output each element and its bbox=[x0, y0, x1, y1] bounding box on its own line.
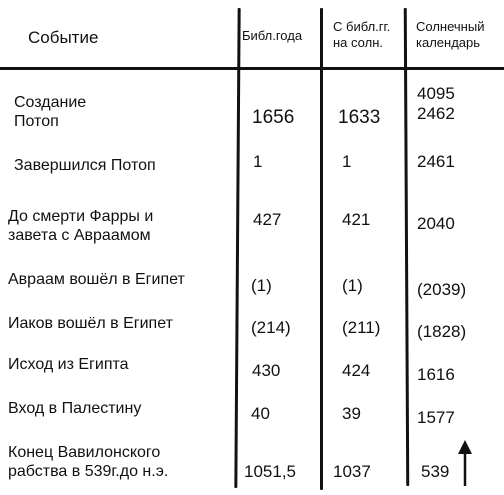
event-line: рабства в 539г.до н.э. bbox=[8, 463, 169, 481]
table-row-event: Иаков вошёл в Египет bbox=[8, 315, 173, 332]
table-row-bibl: 1656 bbox=[252, 107, 295, 128]
table-row-event bbox=[14, 93, 86, 131]
event-line: Потоп bbox=[14, 113, 59, 131]
table-row-bibl-solar: 421 bbox=[342, 210, 371, 229]
table-row-bibl: 1051,5 bbox=[244, 462, 296, 481]
table-row-bibl-solar: 1633 bbox=[338, 107, 381, 128]
table-row-solar: 539 bbox=[421, 462, 450, 481]
table-row-bibl: 427 bbox=[253, 210, 282, 229]
column-divider-1 bbox=[234, 8, 240, 488]
table-row-bibl-solar: 1 bbox=[342, 152, 352, 171]
header-bibl-solar bbox=[333, 19, 390, 50]
table-row-bibl: 430 bbox=[252, 361, 281, 380]
table-row-bibl-solar: 424 bbox=[342, 361, 371, 380]
table-row-bibl: 40 bbox=[251, 404, 270, 423]
table-row-solar: 1577 bbox=[417, 408, 455, 427]
header-event: Событие bbox=[28, 28, 99, 47]
table-row-solar bbox=[417, 84, 455, 123]
table-row-solar: 2040 bbox=[417, 214, 455, 233]
header-solar-line1: Солнечный bbox=[416, 19, 485, 34]
event-line: Создание bbox=[14, 94, 87, 111]
header-solar bbox=[416, 19, 484, 50]
event-line: До смерти Фарры и bbox=[8, 208, 154, 225]
table-row-solar: (2039) bbox=[417, 280, 467, 299]
event-line: Конец Вавилонского bbox=[8, 444, 161, 461]
table-row-bibl: (1) bbox=[251, 276, 272, 295]
arrow-up-icon bbox=[455, 440, 475, 488]
table-row-event: Завершился Потоп bbox=[14, 157, 156, 174]
table-row-event: Вход в Палестину bbox=[8, 400, 142, 417]
column-divider-2 bbox=[320, 8, 323, 490]
table-row-bibl-solar: 39 bbox=[342, 404, 361, 423]
table-row-solar: 1616 bbox=[417, 365, 455, 384]
table-row-bibl-solar: (211) bbox=[342, 318, 381, 337]
table-row-event bbox=[8, 443, 168, 481]
column-divider-3 bbox=[404, 8, 410, 486]
table-row-bibl-solar: (1) bbox=[342, 276, 363, 295]
header-bibl-years: Библ.года bbox=[242, 28, 303, 43]
event-line: завета с Авраамом bbox=[8, 227, 151, 245]
header-divider bbox=[0, 67, 504, 70]
header-solar-line2: календарь bbox=[416, 34, 481, 50]
header-bibl-solar-line1: С библ.гг. bbox=[333, 19, 391, 34]
table-row-bibl: (214) bbox=[251, 318, 291, 337]
solar-value: 2462 bbox=[417, 103, 455, 123]
table-row-bibl-solar: 1037 bbox=[333, 462, 371, 481]
table-row-event: Авраам вошёл в Египет bbox=[8, 271, 185, 288]
table-row-solar: (1828) bbox=[417, 322, 467, 341]
table-row-bibl: 1 bbox=[253, 152, 263, 171]
table-row-event bbox=[8, 207, 153, 245]
header-bibl-solar-line2: на солн. bbox=[333, 34, 383, 50]
solar-value: 4095 bbox=[417, 84, 455, 103]
table-row-solar: 2461 bbox=[417, 152, 455, 171]
table-row-event: Исход из Египта bbox=[8, 356, 129, 373]
